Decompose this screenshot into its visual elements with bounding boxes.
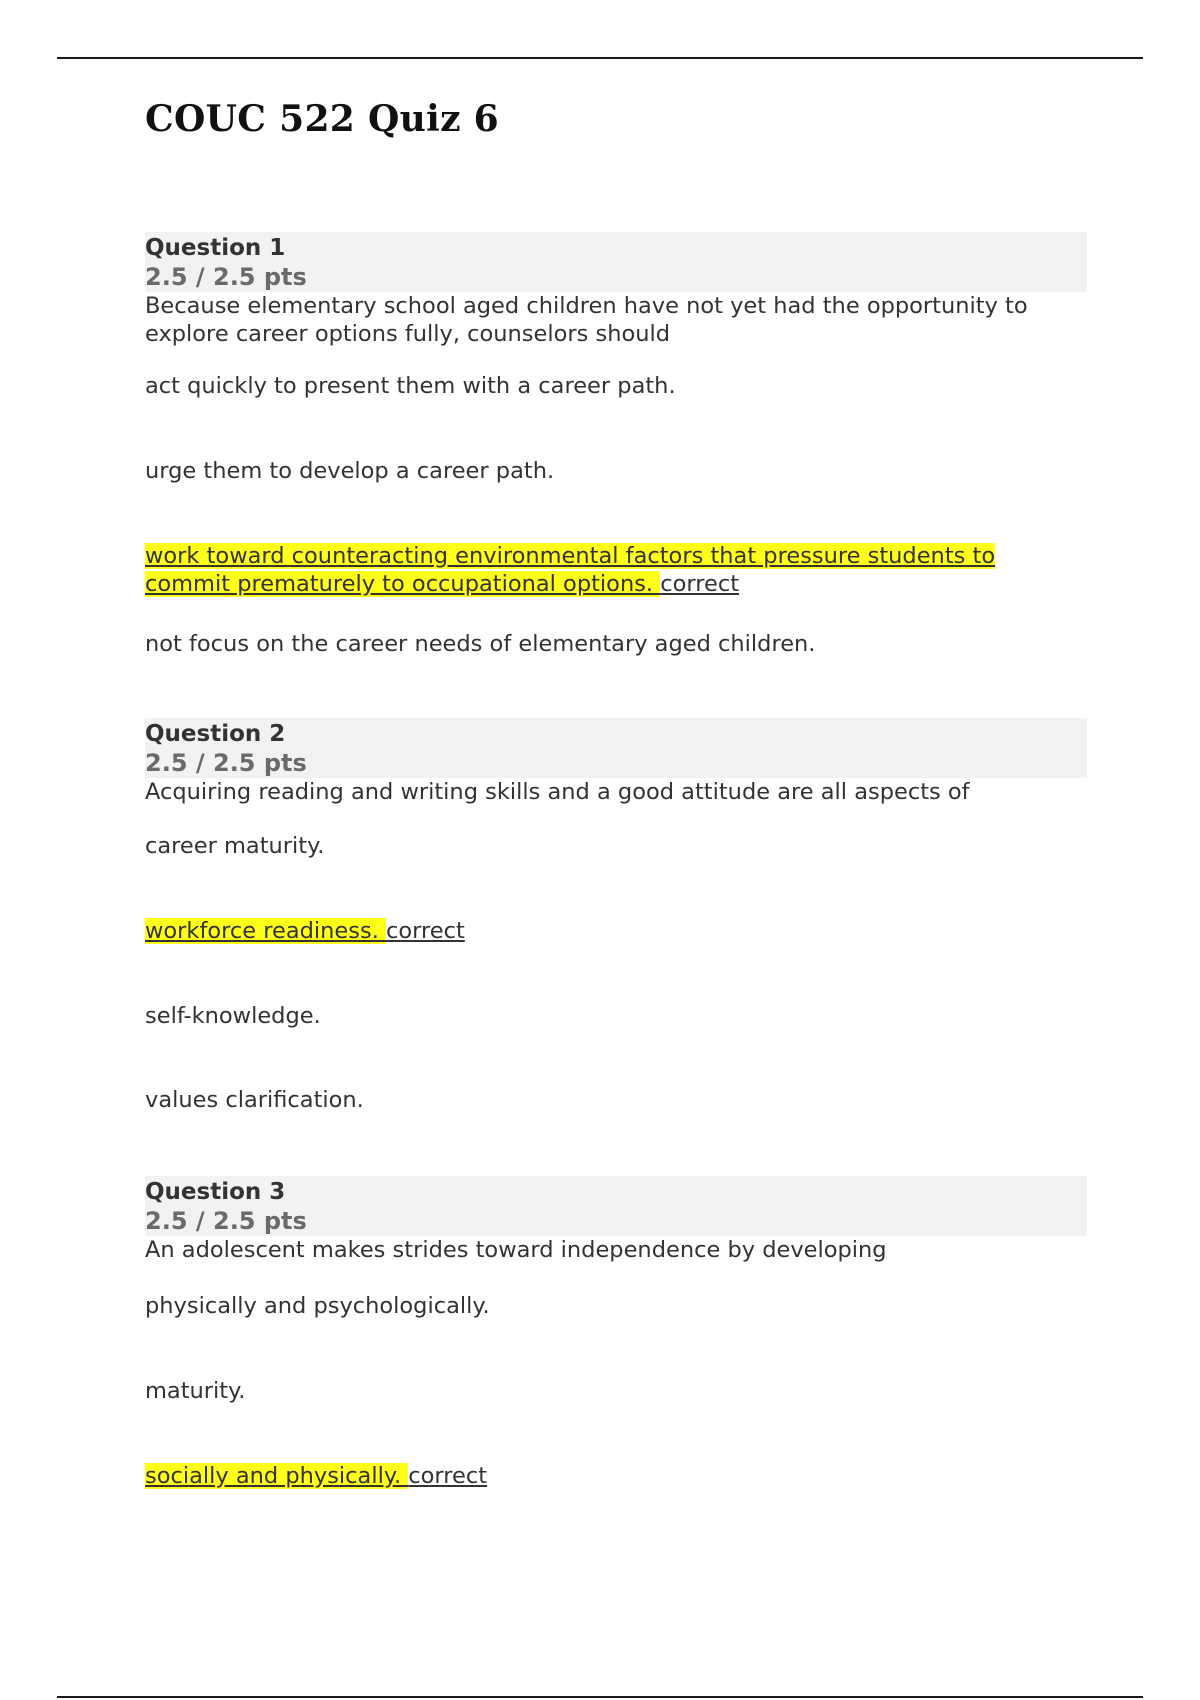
answer-text: act quickly to present them with a career path. <box>145 373 676 399</box>
answer-option-correct <box>145 917 1065 945</box>
answer-option <box>145 1292 1065 1320</box>
question-points: 2.5 / 2.5 pts <box>145 1207 307 1235</box>
answer-text: self-knowledge. <box>145 1003 321 1029</box>
correct-marker: correct <box>660 571 740 597</box>
highlighted-answer-text: workforce readiness. <box>145 918 387 944</box>
highlighted-answer-text: socially and physically. <box>145 1463 409 1489</box>
answer-option <box>145 832 1065 860</box>
answer-text: values clarification. <box>145 1087 364 1113</box>
answer-option-correct <box>145 542 1065 598</box>
question-text: An adolescent makes strides toward independence by developing <box>145 1237 887 1263</box>
question-text: Acquiring reading and writing skills and a good attitude are all aspects of <box>145 779 970 805</box>
question-label: Question 1 <box>145 235 286 261</box>
answer-option-correct <box>145 1462 1065 1490</box>
page-title: COUC 522 Quiz 6 <box>145 98 500 140</box>
question-block-3 <box>145 1176 1087 1506</box>
answer-option <box>145 1086 1065 1114</box>
answer-option <box>145 457 1065 485</box>
answer-text: career maturity. <box>145 833 325 859</box>
top-divider <box>57 57 1143 59</box>
question-label: Question 3 <box>145 1179 286 1205</box>
answer-text: urge them to develop a career path. <box>145 458 555 484</box>
correct-marker: correct <box>386 918 465 944</box>
question-block-2 <box>145 718 1087 1118</box>
highlighted-answer-text: work toward counteracting environmental factors that pressure students to commit prematurely to occupational options. <box>145 543 996 597</box>
question-header <box>145 1176 1087 1236</box>
question-text: Because elementary school aged children have not yet had the opportunity to explore career options fully, counselors should <box>145 293 1028 347</box>
answer-option <box>145 372 1065 400</box>
answer-text: physically and psychologically. <box>145 1293 490 1319</box>
answer-option <box>145 630 1065 658</box>
bottom-divider <box>57 1696 1143 1698</box>
correct-marker: correct <box>408 1463 488 1489</box>
question-points: 2.5 / 2.5 pts <box>145 263 307 291</box>
question-block-1 <box>145 232 1087 657</box>
answer-text: maturity. <box>145 1378 246 1404</box>
question-points: 2.5 / 2.5 pts <box>145 749 307 777</box>
question-header <box>145 232 1087 292</box>
answer-text: not focus on the career needs of elementary aged children. <box>145 631 816 657</box>
answer-option <box>145 1377 1065 1405</box>
question-label: Question 2 <box>145 721 286 747</box>
answer-option <box>145 1002 1065 1030</box>
question-header <box>145 718 1087 778</box>
